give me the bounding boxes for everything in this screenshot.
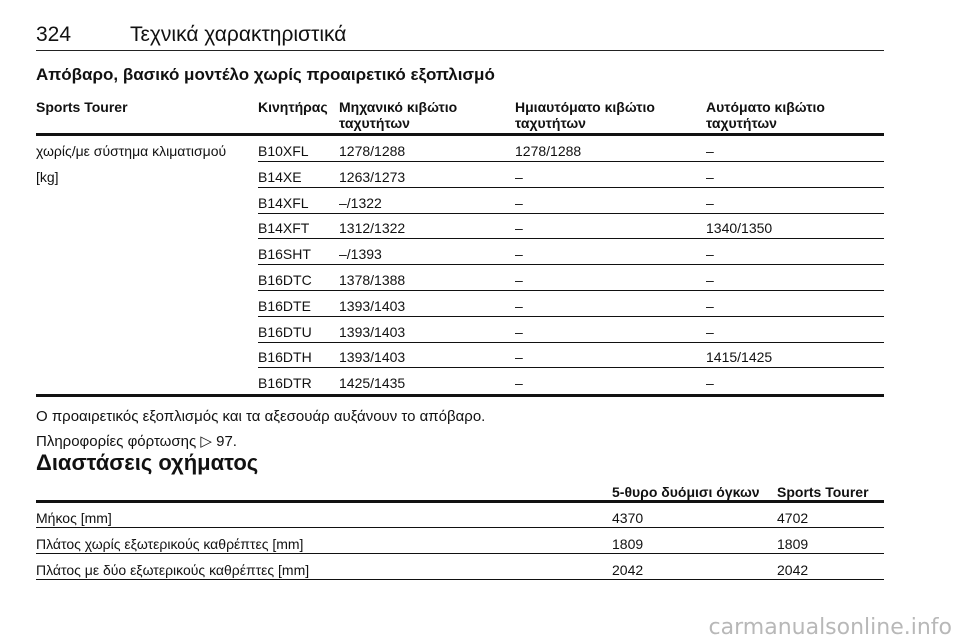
section-subtitle: Απόβαρο, βασικό μοντέλο χωρίς προαιρετικό εξοπλισμό bbox=[36, 65, 495, 84]
cell-engine: B16DTC bbox=[258, 272, 312, 288]
note-loading-info bbox=[36, 432, 237, 450]
cell-manual: –/1322 bbox=[339, 194, 382, 211]
cell-automatic: – bbox=[706, 143, 714, 159]
row-unit-label: [kg] bbox=[36, 169, 59, 185]
cell-engine: B14XFL bbox=[258, 194, 309, 211]
table-header-rule bbox=[36, 133, 884, 136]
row-divider bbox=[258, 342, 884, 343]
page-reference-link[interactable]: 97. bbox=[216, 433, 237, 450]
cell-semi-auto: – bbox=[515, 349, 523, 366]
cell-engine: B14XE bbox=[258, 168, 302, 185]
cell-hatchback-value: 4370 bbox=[612, 510, 644, 526]
cell-manual: 1312/1322 bbox=[339, 220, 406, 237]
cell-automatic: 1415/1425 bbox=[706, 349, 773, 366]
cell-engine: B16DTE bbox=[258, 297, 311, 314]
col-header-automatic: Αυτόματο κιβώτιο ταχυτήτων bbox=[706, 99, 825, 131]
row-divider bbox=[258, 264, 884, 265]
cell-automatic: – bbox=[706, 168, 714, 185]
cell-semi-auto: – bbox=[515, 246, 523, 263]
cell-engine: B16SHT bbox=[258, 246, 311, 263]
table-bottom-rule bbox=[36, 394, 884, 397]
cell-manual: 1393/1403 bbox=[339, 349, 406, 366]
cell-engine: B14XFT bbox=[258, 220, 310, 237]
row-divider bbox=[258, 316, 884, 317]
cell-semi-auto: – bbox=[515, 297, 523, 314]
row-divider bbox=[36, 527, 884, 528]
cell-automatic: – bbox=[706, 375, 714, 392]
cell-engine: B10XFL bbox=[258, 143, 309, 159]
col-header-engine: Κινητήρας bbox=[258, 99, 328, 115]
cell-semi-auto: – bbox=[515, 194, 523, 211]
cell-manual: –/1393 bbox=[339, 246, 382, 263]
cell-automatic: – bbox=[706, 323, 714, 340]
cell-manual: 1378/1388 bbox=[339, 272, 406, 288]
cell-hatchback-value: 2042 bbox=[612, 562, 644, 578]
col-header-hatchback: 5-θυρο δυόμισι όγκων bbox=[612, 484, 760, 500]
col-header-sports-tourer: Sports Tourer bbox=[777, 484, 869, 500]
cell-manual: 1263/1273 bbox=[339, 168, 406, 185]
cell-manual: 1393/1403 bbox=[339, 297, 406, 314]
row-divider bbox=[258, 367, 884, 368]
page-title: Τεχνικά χαρακτηριστικά bbox=[130, 23, 347, 46]
cell-automatic: – bbox=[706, 272, 714, 288]
row-divider bbox=[36, 579, 884, 580]
cell-dimension-label: Πλάτος χωρίς εξωτερικούς καθρέπτες [mm] bbox=[36, 536, 304, 552]
cross-reference-arrow-icon: ▷ bbox=[200, 433, 212, 450]
note-optional-equipment: Ο προαιρετικός εξοπλισμός και τα αξεσουάρ αυξάνουν το απόβαρο. bbox=[36, 408, 486, 425]
cell-sports-tourer-value: 1809 bbox=[777, 536, 809, 552]
row-divider bbox=[258, 238, 884, 239]
cell-sports-tourer-value: 2042 bbox=[777, 562, 809, 578]
cell-manual: 1393/1403 bbox=[339, 323, 406, 340]
watermark: carmanualsonline.info bbox=[708, 615, 952, 640]
row-divider bbox=[36, 553, 884, 554]
col-header-manual: Μηχανικό κιβώτιο ταχυτήτων bbox=[339, 99, 458, 131]
cell-automatic: – bbox=[706, 194, 714, 211]
cell-semi-auto: – bbox=[515, 323, 523, 340]
cell-dimension-label: Πλάτος με δύο εξωτερικούς καθρέπτες [mm] bbox=[36, 562, 310, 578]
cell-semi-auto: – bbox=[515, 272, 523, 288]
cell-sports-tourer-value: 4702 bbox=[777, 510, 809, 526]
col-header-model: Sports Tourer bbox=[36, 99, 128, 115]
row-divider bbox=[258, 161, 884, 162]
cell-manual: 1278/1288 bbox=[339, 143, 406, 159]
cell-hatchback-value: 1809 bbox=[612, 536, 644, 552]
cell-semi-auto: – bbox=[515, 375, 523, 392]
cell-engine: B16DTR bbox=[258, 375, 312, 392]
cell-engine: B16DTU bbox=[258, 323, 312, 340]
cell-manual: 1425/1435 bbox=[339, 375, 406, 392]
cell-semi-auto: – bbox=[515, 168, 523, 185]
cell-automatic: – bbox=[706, 246, 714, 263]
row-divider bbox=[258, 187, 884, 188]
row-label: χωρίς/με σύστημα κλιματισμού bbox=[36, 143, 227, 159]
cell-semi-auto: 1278/1288 bbox=[515, 143, 582, 159]
note-loading-text: Πληροφορίες φόρτωσης bbox=[36, 433, 197, 450]
header-divider bbox=[36, 50, 884, 51]
row-divider bbox=[258, 213, 884, 214]
dimensions-header-rule bbox=[36, 500, 884, 503]
cell-automatic: – bbox=[706, 297, 714, 314]
cell-automatic: 1340/1350 bbox=[706, 220, 773, 237]
row-divider bbox=[258, 290, 884, 291]
cell-engine: B16DTH bbox=[258, 349, 312, 366]
cell-semi-auto: – bbox=[515, 220, 523, 237]
cell-dimension-label: Μήκος [mm] bbox=[36, 510, 112, 526]
page-number: 324 bbox=[36, 23, 72, 46]
dimensions-heading: Διαστάσεις οχήματος bbox=[36, 450, 259, 475]
col-header-semi-auto: Ημιαυτόματο κιβώτιο ταχυτήτων bbox=[515, 99, 655, 131]
